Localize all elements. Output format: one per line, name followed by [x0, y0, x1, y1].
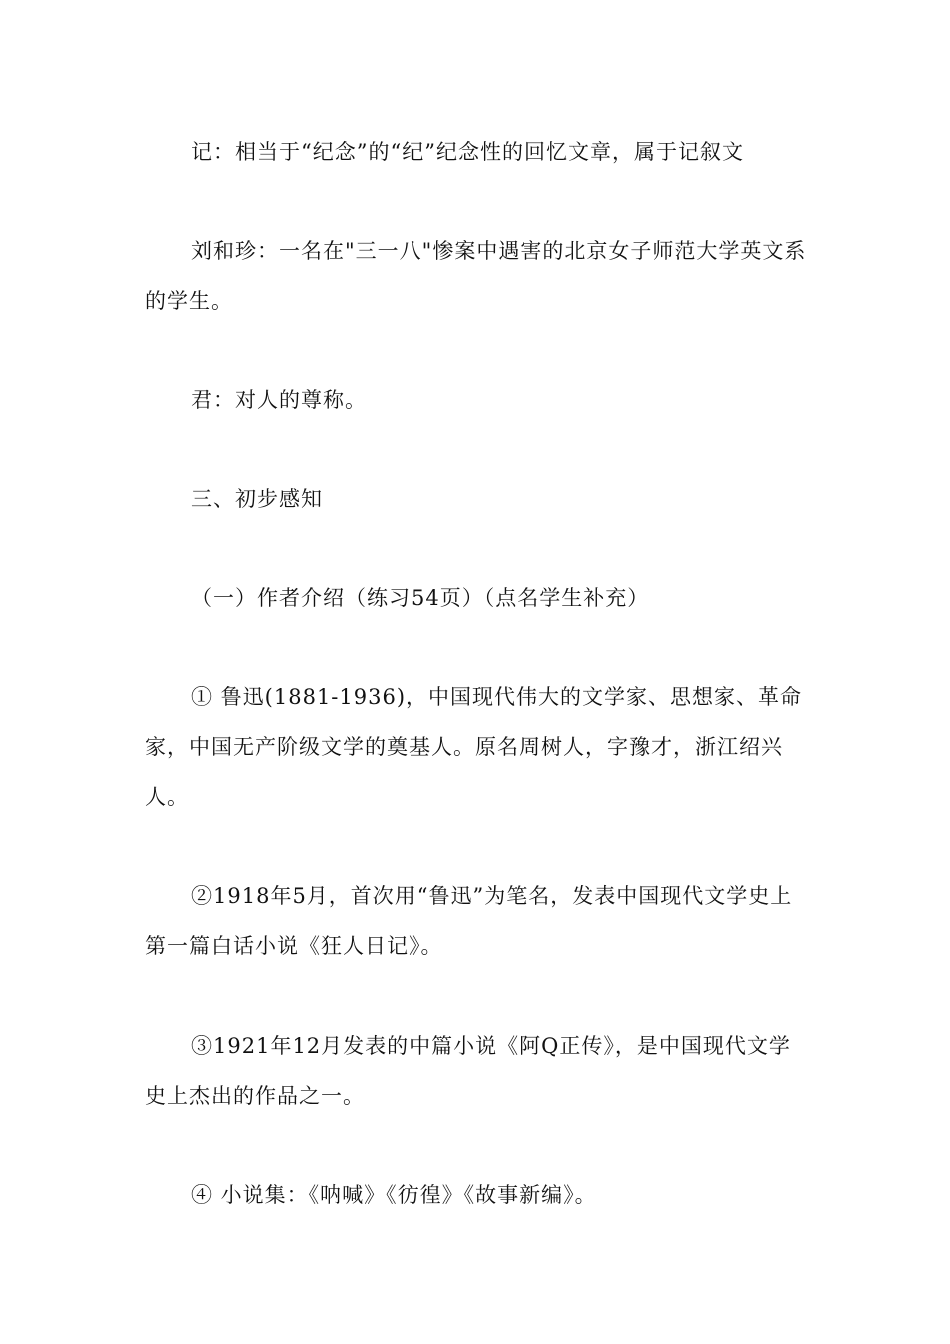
- paragraph-ji-definition: 记：相当于“纪念”的“纪”纪念性的回忆文章，属于记叙文: [191, 140, 744, 164]
- paragraph-item-2: ②1918年5月，首次用“鲁迅”为笔名，发表中国现代文学史上第一篇白话小说《狂人日记》。: [145, 884, 793, 958]
- subsection-heading-author-intro: （一）作者介绍（练习54页）（点名学生补充）: [191, 586, 650, 610]
- paragraph-item-1: ① 鲁迅(1881-1936)，中国现代伟大的文学家、思想家、革命家，中国无产阶级文学的奠基人。原名周树人，字豫才，浙江绍兴人。: [145, 685, 803, 809]
- section-heading-preliminary-perception: 三、初步感知: [191, 487, 323, 511]
- paragraph-item-4: ④ 小说集：《呐喊》《彷徨》《故事新编》。: [191, 1183, 597, 1207]
- paragraph-liu-hezhen-definition: 刘和珍：一名在"三一八"惨案中遇害的北京女子师范大学英文系的学生。: [145, 239, 807, 313]
- paragraph-jun-definition: 君：对人的尊称。: [191, 388, 367, 412]
- paragraph-item-3: ③1921年12月发表的中篇小说《阿Q正传》，是中国现代文学史上杰出的作品之一。: [145, 1034, 791, 1108]
